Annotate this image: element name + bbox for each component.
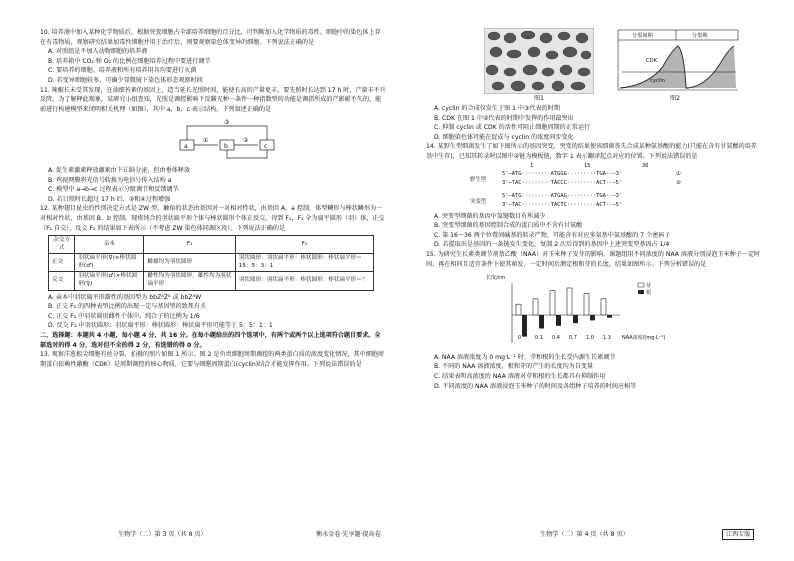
chain-2-label: ② bbox=[676, 179, 681, 186]
q13-option-a: A. cyclin 的合成仅发生于图 1 中③代表的时期 bbox=[434, 105, 560, 112]
mutant-strand-1: 5'—ATG·········ATGAG·········TGA··—3' bbox=[502, 192, 623, 199]
bar-root bbox=[556, 315, 561, 326]
arrow-3-label: ③ bbox=[224, 119, 230, 127]
x-tick-label: 0 bbox=[518, 335, 522, 342]
table-cell: 羽状扁平形(♀)×棒状圆形(♂) bbox=[75, 254, 144, 272]
q13-figures bbox=[426, 28, 762, 104]
q10-option-c: C. 要培养的细胞、培养液和所有培养用具均要进行灭菌 bbox=[48, 67, 197, 75]
bar-bud bbox=[567, 288, 572, 315]
center-footer-brand: 衡水金卷·先享题·提高卷 bbox=[316, 531, 381, 538]
right-page bbox=[426, 28, 762, 391]
pos-15-label: 15 bbox=[584, 162, 591, 169]
q15-option-a: A. NAA 溶液浓度为 0 mg·L⁻¹ 时，芽和根的生长受内源生长素调节 bbox=[434, 353, 616, 361]
q11-option-a: A. 促生素激素释放激素由下丘脑分泌，但由垂体释放 bbox=[48, 166, 190, 174]
q15-stem: 15. 为研究生长素类调节剂萘乙酸（NAA）对玉米种子发芽的影响，课题组用不同浓度的 NAA 溶液分别浸泡玉米种子一定时间，再在相同且适宜条件下使其萌发，一定时间后测定根和芽的长度，结果如图所示。下列分析错误的是 bbox=[426, 250, 761, 268]
x-tick-label: 1.3 bbox=[603, 335, 611, 342]
x-tick-label: 1.0 bbox=[586, 335, 594, 342]
legend-swatch-bud bbox=[638, 283, 644, 287]
left-page bbox=[40, 28, 386, 369]
q12-option-c: C. 正交 F₂ 中羽状圆形雌性个体中，纯合子的比例为 1/6 bbox=[48, 312, 200, 320]
table-cell: 羽状扁平形(♂)×棒状圆形(♀) bbox=[75, 272, 144, 290]
pos-36-label: 36 bbox=[642, 162, 649, 169]
q12-option-d: D. 反交 F₂ 中羽状圆形：羽状扁平形：棒状圆形：棒状扁平形可能等于 5：5：1：1 bbox=[48, 322, 273, 330]
q14-option-d: D. 若提取出是基因的一条链发生变化，复制 2 次后得到的基因中上述突变型基因占 1/4 bbox=[434, 241, 670, 249]
arrow-1-label: ① bbox=[203, 137, 209, 145]
q13-fig1-micrograph bbox=[484, 28, 594, 94]
table-header: F₁ bbox=[144, 236, 235, 254]
edition-badge: 江西专版 bbox=[722, 529, 754, 540]
fig1-caption: 图1 bbox=[534, 95, 544, 102]
q15-option-c: C. 结果表明高浓度的 NAA 溶液对芽和根的生长都具有抑制作用 bbox=[434, 372, 606, 380]
legend-label-bud: 芽 bbox=[646, 283, 652, 290]
table-row bbox=[49, 272, 374, 290]
table-cell: 雌雄均为羽状圆形 bbox=[144, 254, 235, 272]
table-header: F₂ bbox=[235, 236, 373, 254]
pos-1-label: 1 bbox=[530, 162, 534, 169]
fig2-cyclin-label: cyclin bbox=[650, 78, 665, 84]
chain-1-label: ① bbox=[676, 170, 681, 177]
table-row bbox=[49, 254, 374, 272]
chart-x-axis-label: NAA浓度/(mg·L⁻¹) bbox=[622, 335, 666, 342]
fig2-phase-mitosis: 分裂期 bbox=[692, 33, 708, 39]
q12-stem: 12. 某种翅目昆虫的性别决定方式是 ZW 型，触角的状态由基因对一对相对性状，由基因 A、a 控制，体型鳞形与棒状鳞形为一对相对性状，由基因 B、b 控制。现将纯合的羽状扁平形个体与棒状圆形个体正反交，得到 F₁，F₁ 全为扁平圆形（羽）体，正交（F₁ 自交）、反交 F₂ 的结果如下表所示（不考虑 ZW 染色体同源区段）。下列说法正确的是 bbox=[40, 205, 385, 232]
right-page-footer: 生物学（二）第 4 页（共 8 页） bbox=[540, 531, 629, 538]
q13-stem: 13. 观察洋葱根尖细胞有丝分裂，拍摄的照片如图 1 所示。图 2 是负责细胞周期调控的两类蛋白质的浓度变化情况，其中细胞周期蛋白依赖性激酶（CDK）是周期调控的核心物质，它要与细胞周期蛋白(cyclin)结合才能发挥作用。下列说法错误的是 bbox=[40, 351, 385, 368]
bar-bud bbox=[601, 299, 606, 315]
q10-stem: 10. 培养液中加入某种化学物质后，根据突变细胞占全部培养细胞的百分比，可判断加入化学物质的毒性。细胞中的染色体上存在有毒物质，观察研究结果加毒性细胞并用于治疗后，则要观察染色体变异的细胞。下列说法正确的是 bbox=[40, 29, 381, 46]
table-header: 杂交方式 bbox=[49, 236, 75, 254]
q13-option-c: C. 抑制 cyclin 或 CDK 的活性可阻止细胞周期的正常运行 bbox=[434, 124, 591, 132]
mutant-type-label: 突变型 bbox=[470, 198, 487, 205]
bar-root bbox=[590, 315, 595, 320]
fig2-phase-interphase: 分裂间期 bbox=[632, 33, 653, 39]
fig2-cdk-label: CDK bbox=[646, 58, 658, 64]
bar-root bbox=[573, 315, 578, 323]
q11-option-d: D. 若日照时长超过 17 h 后，②和④过程增强 bbox=[48, 195, 171, 203]
struct-b-label: b bbox=[224, 143, 228, 151]
wild-strand-1: 5'—ATG·········ATGGG·········TGA··—3' bbox=[502, 170, 623, 177]
q11-model-diagram bbox=[40, 114, 386, 162]
bar-bud bbox=[584, 294, 589, 316]
legend-swatch-root bbox=[638, 290, 644, 294]
q14-stem: 14. 某野生型细菌发生了如下图所示的基因突变，突变的结果使该细菌丧失合成某种氨基酸的能力(只能在含有甘氨酸的培养基中生存)，已知其转录时以图中②链为模板链，数字 1 表示翻译起点对应的位置。下列说法错误的是 bbox=[426, 143, 757, 160]
section-2-instructions: 二、选择题：本题共 4 小题，每小题 4 分，共 16 分。在每小题给出的四个选项中，有两个或两个以上选项符合题目要求。全部选对的得 4 分，选对但不全的得 2 分，有选错的得 0 分。 bbox=[40, 332, 381, 349]
q10-option-d: D. 若变异细胞较多，可确少显微镜下染色体形态观察时间 bbox=[48, 76, 203, 84]
fig2-caption: 图2 bbox=[670, 95, 680, 102]
q12-option-a: A. 亲本中羽状扁平形雄性的基因型为 bbZᴬZᴬ 或 bbZᴬW bbox=[48, 293, 202, 301]
bar-bud bbox=[533, 299, 538, 315]
wild-strand-2: 3'—TAC·········TACCC·········ACT··—5' bbox=[502, 179, 623, 186]
table-cell: 反交 bbox=[49, 272, 75, 290]
q13-option-d: D. 细胞染色体可能在促成与 cyclin 的浓度同步变化 bbox=[434, 133, 574, 141]
struct-c-label: c bbox=[264, 143, 268, 151]
table-cell: 羽状圆形：羽状扁平形：棒状圆形：棒状扁平形＝15：5：3：1 bbox=[235, 254, 373, 272]
q12-option-b: B. 正交 F₂ 的四种表型比例的出现一定与基因型的致死有关 bbox=[48, 303, 207, 311]
bar-bud bbox=[550, 291, 555, 315]
q14-option-b: B. 突变型细菌的基因控制合成的蛋白质中不含有甘氨酸 bbox=[434, 222, 583, 230]
q11-stem: 11. 辣椒长未受其发现，在油细苔素的基因上，造当延长光照时间，能使长高的产量更丰，要先照时长达到 17 h 时，产量丰不升反降。为了解释此现象，某研究小组查知，光照是调控影响下反瞒光种一条件一种指数型的功能是调指所成的产影影不失的，能前进行构建模型来闭明相关机理（如图），其中 a、b、c 表示结构。下列叙述正确的是 bbox=[40, 86, 386, 113]
q14-option-a: A. 突变型细菌的基因中氢键数目有所减少 bbox=[434, 212, 546, 220]
bar-root bbox=[522, 315, 527, 337]
x-tick-label: 0.1 bbox=[535, 335, 543, 342]
q10-option-b: B. 培养箱中 CO₂ 和 O₂ 的比例在细胞培养过程中要进行调节 bbox=[48, 57, 211, 65]
q14-option-c: C. 第 16～36 两个位置间碱基的转录产物，可能含有对应多氨基中氨基酸的 7 个密码子 bbox=[434, 231, 671, 239]
chart-y-axis-label: 长度/cm bbox=[486, 275, 506, 282]
bar-root bbox=[539, 315, 544, 329]
q12-cross-table bbox=[48, 235, 374, 291]
wild-type-label: 野生型 bbox=[470, 176, 487, 183]
left-page-footer: 生物学（二）第 3 页（共 8 页） bbox=[118, 531, 207, 538]
table-header: 亲本 bbox=[75, 236, 144, 254]
arrow-2-label: ② bbox=[243, 137, 249, 145]
x-tick-label: 0.4 bbox=[552, 335, 560, 342]
q14-sequence-figure bbox=[426, 162, 762, 212]
table-cell: 羽状圆形：羽状扁平形：棒状圆形：棒状扁平形＝？ bbox=[235, 272, 373, 290]
q11-option-b: B. 鸡视网膜将光信号转换为电信号传入结构 a bbox=[48, 176, 172, 184]
legend-label-root: 根 bbox=[646, 290, 652, 297]
bar-bud bbox=[516, 304, 521, 315]
table-cell: 正交 bbox=[49, 254, 75, 272]
q15-naa-chart bbox=[426, 269, 762, 349]
struct-a-label: a bbox=[184, 143, 188, 151]
x-tick-label: 0.7 bbox=[569, 335, 577, 342]
bar-root bbox=[607, 315, 612, 318]
table-cell: 雌性均为羽状圆形，雄性均为羽状扁平形 bbox=[144, 272, 235, 290]
mutant-strand-2: 3'—TAC·········TACTC·········ACT··—5' bbox=[502, 201, 623, 208]
q15-option-b: B. 不同的 NAA 溶液浓度，根和芽的产生的长度均为自变量 bbox=[434, 363, 594, 371]
q11-option-c: C. 模型中 a→b→c 过程表示分级调节和反馈调节 bbox=[48, 186, 179, 194]
q10-option-a: A. 对照组是不加入动物细胞的培养液 bbox=[48, 48, 148, 56]
q15-option-d: D. 不同浓度的 NAA 溶液浸泡玉米种子的时间及各组种子培养的时间应相等 bbox=[434, 382, 637, 390]
q13-fig2-graph bbox=[616, 28, 740, 94]
q13-option-b: B. CDK 在图 1 中②代表的时期中发挥的作用最突出 bbox=[434, 114, 574, 122]
